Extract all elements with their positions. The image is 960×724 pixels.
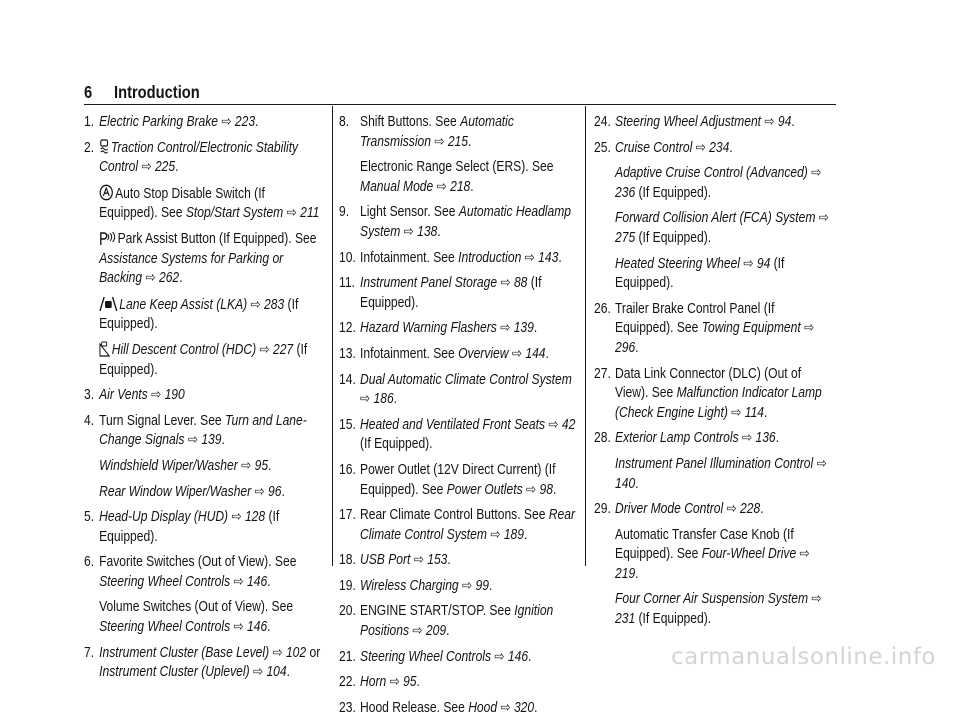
entry-text: Exterior Lamp Controls ⇨ 136. — [615, 430, 780, 447]
entry-number: 15. — [339, 416, 356, 433]
entry-text: Steering Wheel Adjustment ⇨ 94. — [615, 114, 795, 130]
entry-number: 11. — [339, 275, 355, 292]
entry-number: 2. — [84, 139, 95, 156]
numbered-entry — [339, 319, 579, 339]
entry-text: Adaptive Cruise Control (Advanced) ⇨ 236 (If Equipped). — [615, 165, 822, 201]
entry-number: 21. — [339, 648, 356, 665]
numbered-entry — [84, 139, 322, 178]
entry-text: Heated and Ventilated Front Seats ⇨ 42 (If Equipped). — [360, 416, 576, 453]
entry-text: Shift Buttons. See Automatic Transmission ⇨ 215. — [360, 114, 514, 150]
auto-stop-icon — [99, 184, 113, 201]
entry-number: 22. — [339, 674, 356, 691]
numbered-entry — [594, 300, 832, 359]
entry-number: 5. — [84, 509, 95, 526]
sub-entry — [84, 341, 322, 380]
sub-entry — [84, 230, 322, 289]
column-divider-1 — [332, 106, 333, 566]
numbered-entry — [594, 113, 832, 133]
entry-text: Horn ⇨ 95. — [360, 674, 420, 691]
entry-number: 17. — [339, 507, 356, 524]
numbered-entry — [594, 139, 832, 159]
entry-text: Infotainment. See Overview ⇨ 144. — [360, 345, 549, 362]
numbered-entry — [84, 386, 322, 406]
numbered-entry — [339, 648, 579, 668]
entry-number: 28. — [594, 430, 611, 447]
entry-text: Cruise Control ⇨ 234. — [615, 139, 733, 156]
page-header — [84, 80, 836, 105]
entry-text: Turn Signal Lever. See Turn and Lane-Change Signals ⇨ 139. — [99, 412, 307, 449]
entry-text: Rear Climate Control Buttons. See Rear Climate Control System ⇨ 189. — [360, 507, 576, 543]
sub-entry — [594, 255, 832, 294]
sub-entry — [594, 526, 832, 585]
numbered-entry — [339, 699, 579, 719]
numbered-entry — [84, 644, 322, 683]
entry-number: 13. — [339, 345, 356, 362]
entry-text: Rear Window Wiper/Washer ⇨ 96. — [99, 483, 285, 500]
entry-text: Park Assist Button (If Equipped). See Assistance Systems for Parking or Backing ⇨ 262. — [99, 230, 317, 287]
watermark: carmanualsonline.info — [670, 644, 936, 670]
entry-text: Hood Release. See Hood ⇨ 320. — [360, 699, 538, 716]
entry-text: Data Link Connector (DLC) (Out of View). See Malfunction Indicator Lamp (Check Engine Light) ⇨ 114. — [615, 365, 822, 421]
entry-number: 8. — [339, 114, 350, 130]
sub-entry — [84, 483, 322, 503]
sub-entry — [594, 455, 832, 494]
entry-text: Hill Descent Control (HDC) ⇨ 227 (If Equipped). — [99, 341, 308, 378]
entry-text: Driver Mode Control ⇨ 228. — [615, 501, 764, 518]
entry-number: 16. — [339, 461, 356, 478]
entry-text: Instrument Cluster (Base Level) ⇨ 102 or Instrument Cluster (Uplevel) ⇨ 104. — [99, 644, 321, 681]
numbered-entry — [339, 249, 579, 269]
entry-number: 24. — [594, 114, 611, 130]
park-assist-icon — [99, 231, 116, 246]
entry-text: ENGINE START/STOP. See Ignition Positions ⇨ 209. — [360, 603, 554, 640]
entry-number: 27. — [594, 365, 611, 382]
entry-text: Volume Switches (Out of View). See Steering Wheel Controls ⇨ 146. — [99, 599, 294, 636]
entry-number: 20. — [339, 603, 356, 620]
entry-number: 23. — [339, 699, 356, 716]
entry-text: Head-Up Display (HUD) ⇨ 128 (If Equipped). — [99, 509, 280, 545]
entry-text: Automatic Transfer Case Knob (If Equipped). See Four-Wheel Drive ⇨ 219. — [615, 526, 810, 582]
entry-text: Infotainment. See Introduction ⇨ 143. — [360, 249, 562, 266]
entry-text: Four Corner Air Suspension System ⇨ 231 (If Equipped). — [615, 591, 822, 628]
entry-text: Power Outlet (12V Direct Current) (If Equipped). See Power Outlets ⇨ 98. — [360, 461, 557, 498]
numbered-entry — [339, 371, 579, 410]
entry-number: 1. — [84, 114, 95, 130]
sub-entry — [594, 209, 832, 248]
entry-text: Wireless Charging ⇨ 99. — [360, 577, 493, 594]
entry-number: 25. — [594, 139, 611, 156]
sub-entry — [594, 590, 832, 629]
entry-text: Hazard Warning Flashers ⇨ 139. — [360, 320, 538, 337]
numbered-entry — [594, 429, 832, 449]
column-right — [594, 113, 832, 636]
entry-number: 29. — [594, 501, 611, 518]
entry-text: Traction Control/Electronic Stability Control ⇨ 225. — [99, 139, 299, 176]
entry-text: Steering Wheel Controls ⇨ 146. — [360, 648, 532, 665]
entry-text: Heated Steering Wheel ⇨ 94 (If Equipped). — [615, 255, 785, 292]
numbered-entry — [339, 274, 579, 313]
entry-text: Forward Collision Alert (FCA) System ⇨ 275 (If Equipped). — [615, 210, 829, 246]
traction-control-icon — [99, 139, 109, 155]
numbered-entry — [339, 461, 579, 500]
sub-entry — [84, 598, 322, 637]
numbered-entry — [339, 602, 579, 641]
sub-entry — [594, 164, 832, 203]
sub-entry — [339, 158, 579, 197]
numbered-entry — [594, 365, 832, 424]
numbered-entry — [339, 345, 579, 365]
entry-number: 18. — [339, 552, 356, 569]
entry-number: 9. — [339, 204, 350, 221]
entry-number: 4. — [84, 412, 95, 429]
column-left — [84, 113, 322, 689]
entry-text: Air Vents ⇨ 190 — [99, 387, 185, 404]
entry-number: 19. — [339, 577, 356, 594]
column-divider-2 — [585, 106, 586, 566]
entry-text: Windshield Wiper/Washer ⇨ 95. — [99, 457, 272, 474]
entry-text: Lane Keep Assist (LKA) ⇨ 283 (If Equipped). — [99, 296, 299, 333]
page-number: 6 — [84, 82, 93, 102]
numbered-entry — [339, 113, 579, 152]
hill-descent-icon — [99, 341, 110, 357]
numbered-entry — [594, 500, 832, 520]
numbered-entry — [84, 553, 322, 592]
entry-text: Electronic Range Select (ERS). See Manual Mode ⇨ 218. — [360, 159, 554, 195]
entry-text: USB Port ⇨ 153. — [360, 552, 451, 569]
numbered-entry — [339, 673, 579, 693]
entry-number: 10. — [339, 249, 356, 266]
entry-text: Instrument Panel Storage ⇨ 88 (If Equipped). — [360, 275, 542, 311]
entry-text: Dual Automatic Climate Control System ⇨ 186. — [360, 371, 572, 408]
entry-number: 26. — [594, 300, 611, 317]
entry-text: Electric Parking Brake ⇨ 223. — [99, 114, 259, 130]
entry-number: 3. — [84, 387, 95, 404]
section-title: Introduction — [114, 82, 200, 102]
entry-text: Instrument Panel Illumination Control ⇨ 140. — [615, 455, 827, 492]
numbered-entry — [84, 412, 322, 451]
numbered-entry — [84, 508, 322, 547]
entry-number: 6. — [84, 554, 95, 571]
numbered-entry — [84, 113, 322, 133]
numbered-entry — [339, 416, 579, 455]
numbered-entry — [339, 577, 579, 597]
numbered-entry — [339, 203, 579, 242]
entry-number: 12. — [339, 320, 356, 337]
entry-text: Auto Stop Disable Switch (If Equipped). See Stop/Start System ⇨ 211 — [99, 185, 320, 222]
numbered-entry — [339, 551, 579, 571]
sub-entry — [84, 295, 322, 335]
lane-keep-icon — [99, 295, 117, 312]
numbered-entry — [339, 506, 579, 545]
entry-text: Trailer Brake Control Panel (If Equipped). See Towing Equipment ⇨ 296. — [615, 300, 815, 356]
entry-text: Favorite Switches (Out of View). See Steering Wheel Controls ⇨ 146. — [99, 554, 297, 590]
sub-entry — [84, 457, 322, 477]
column-middle — [339, 113, 579, 724]
entry-number: 14. — [339, 371, 356, 388]
entry-text: Light Sensor. See Automatic Headlamp System ⇨ 138. — [360, 204, 571, 240]
entry-number: 7. — [84, 644, 95, 661]
sub-entry — [84, 184, 322, 224]
